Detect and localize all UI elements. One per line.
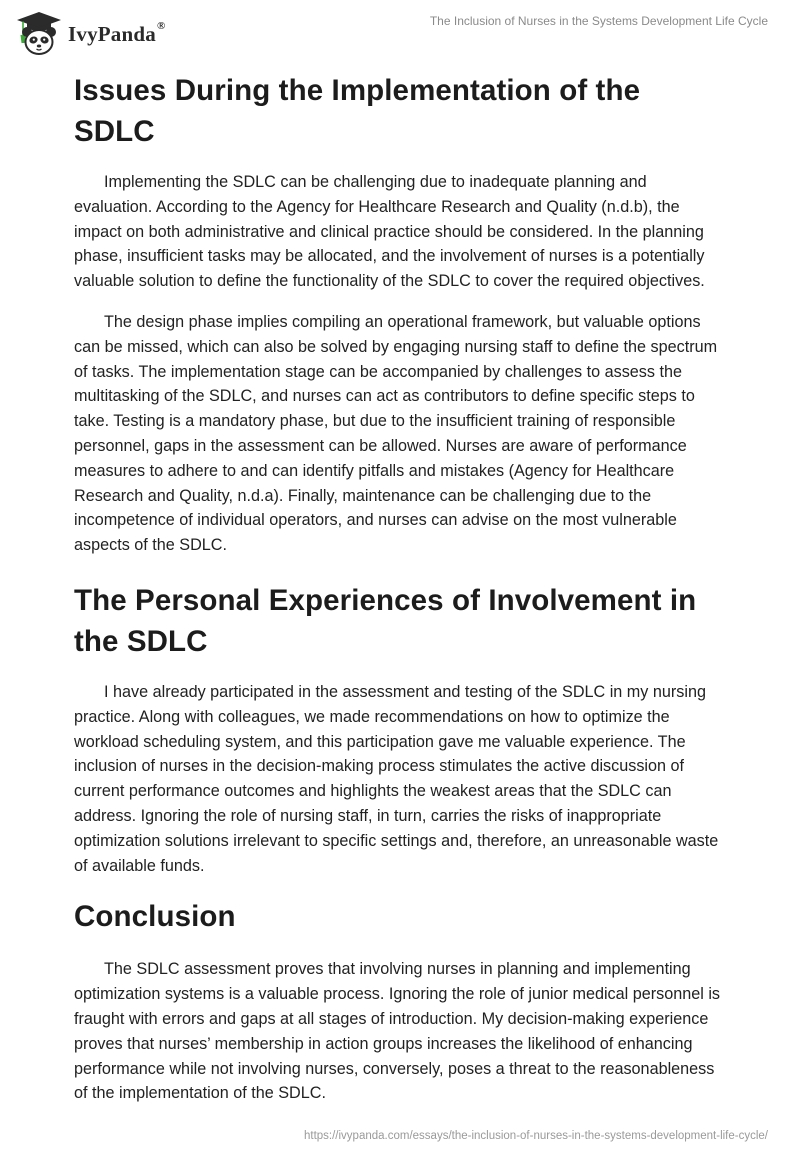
page-header <box>0 0 800 70</box>
section-heading: Issues During the Implementation of the SDLC <box>74 74 641 148</box>
essay-content <box>74 68 724 1106</box>
source-url-link[interactable]: https://ivypanda.com/essays/the-inclusion-of-nurses-in-the-systems-development-life-cycle/ <box>303 1130 768 1142</box>
paragraph: Implementing the SDLC can be challenging due to inadequate planning and evaluation. According to the Agency for Healthcare Research and Quality (n.d.b), the impact on both administrative and clinical practice should be considered. In the planning phase, insufficient tasks may be allocated, and the involvement of nurses is a potentially valuable solution to define the functionality of the SDLC to cover the required objectives. <box>74 173 705 291</box>
section-issues <box>74 70 724 558</box>
paragraph: The SDLC assessment proves that involving nurses in planning and implementing optimization systems is a valuable process. Ignoring the role of junior medical personnel is fraught with errors and gaps at all stages of introduction. My decision-making experience proves that nurses’ membership in action groups increases the likelihood of enhancing performance while not involving nurses, conversely, poses a threat to the reasonableness of the implementation of the SDLC. <box>74 960 721 1103</box>
brand-name-text: IvyPanda <box>68 21 156 46</box>
section-personal-experiences <box>74 580 724 878</box>
paragraph: The design phase implies compiling an operational framework, but valuable options can be missed, which can also be solved by engaging nursing staff to define the spectrum of tasks. The implementation stage can be accompanied by challenges to assess the multitasking of the SDLC, and nurses can act as contributors to define specific steps to take. Testing is a mandatory phase, but due to the insufficient training of responsible personnel, gaps in the assessment can be allowed. Nurses are aware of performance measures to adhere to and can identify pitfalls and mistakes (Agency for Healthcare Research and Quality, n.d.a). Finally, maintenance can be challenging due to the incompetence of individual operators, and nurses can advise on the most vulnerable aspects of the SDLC. <box>74 312 718 555</box>
brand-logo[interactable] <box>14 10 165 58</box>
section-heading: Conclusion <box>74 900 236 934</box>
document-title: The Inclusion of Nurses in the Systems Development Life Cycle <box>429 14 768 28</box>
section-conclusion <box>74 896 724 1106</box>
section-heading: The Personal Experiences of Involvement in the SDLC <box>74 583 697 658</box>
brand-name <box>68 19 166 47</box>
panda-graduate-logo-icon <box>14 10 64 58</box>
registered-mark: ® <box>156 19 166 32</box>
paragraph: I have already participated in the assessment and testing of the SDLC in my nursing practice. Along with colleagues, we made recommendations on how to optimize the workload scheduling system, and this participation gave me valuable experience. The inclusion of nurses in the decision-making process stimulates the active discussion of current performance outcomes and highlights the weakest areas that the SDLC can address. Ignoring the role of nursing staff, in turn, carries the risks of inappropriate optimization solutions irrelevant to specific settings and, therefore, an unreasonable waste of available funds. <box>74 682 719 875</box>
